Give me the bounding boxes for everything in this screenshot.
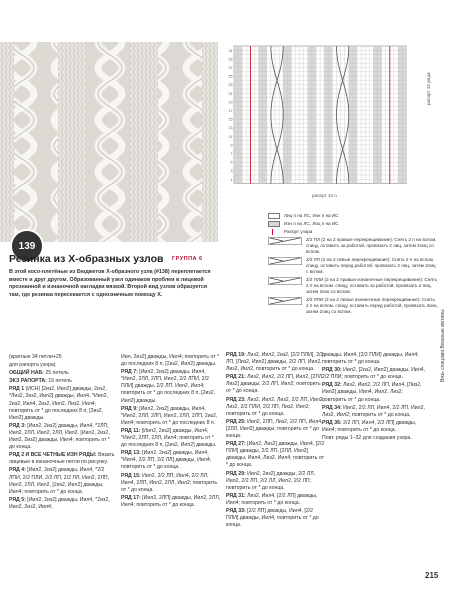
instructions-column-3 [226, 352, 326, 530]
row-text: 15 петель [46, 378, 72, 385]
row-number-label: 7 [230, 152, 233, 156]
row-text: Иил, 2из2] дважды, Иил4; повторить от * до последних 8 п, [2из2, Иил2] дважды. [121, 354, 220, 368]
row-label: РЯД 32: [322, 382, 342, 389]
instruction-row [322, 420, 428, 434]
instruction-row [9, 452, 117, 466]
purl-symbol-icon [268, 221, 280, 227]
legend-entry [268, 221, 438, 227]
legend-text: Изн п на ЛС, Лиц п на ИС [284, 221, 339, 226]
chart-grid [234, 46, 406, 184]
row-text: Иил2, 2ЛП, Лиз2, 2/2 ЛП, Иил4, [2ЛЛ, Иил2] дважды; повторить от * до конца. [226, 418, 323, 440]
row-label: РЯД 21: [226, 374, 246, 381]
row-text: Лиз2, Иил4, [2/2 ЛП] дважды, Иил4; повторить от * до конца. [226, 492, 318, 506]
row-number-label: 9 [230, 143, 233, 148]
row-label: РЯД 15: [121, 472, 141, 479]
row-number-label: 29 [228, 57, 233, 62]
legend-text: 2/2 ПЛ (2 на 2 правые перекрещивание): Снять 2 п на вспом. спицу, оставить за работой, провязать 2 лиц, затем 2лиц со вспом. [306, 237, 437, 254]
row-text: дважды, Иил4, [2/2 ПЛИ] дважды, Иил4; повторить от * до конца. [322, 352, 419, 366]
instruction-row [9, 354, 117, 361]
row-label: РЯД 29: [226, 470, 246, 477]
rows-repeat-label: рапорт 32 ряда [426, 72, 431, 105]
row-text: 2/2 ЛП, Иил4, 2/2 ЛП] дважды, Иил4; повторить от * до конца. [322, 419, 417, 433]
legend-text: Рапорт узора [284, 229, 313, 234]
chart-legend [268, 213, 438, 317]
row-text: Иил2, [2из2, Иил2] дважды, Иил4, 2/2 ПЛИ; повторить от * до конца. [322, 367, 426, 381]
row-text: Лиз2, Иил2, Лиз2, 2/2 ЛП, Иил2, Лиз2, 2/2 ПЛИ, 2/2 ЛП, Лиз2, Иил2; повторить от * до конца. [226, 396, 325, 417]
row-text: [Иил2, 2из2] дважды, Иил4, *2ЛП, Иил2, 2ЛЛ, Иил2, 2ЛЛ, Иил2, [Иил2, 2из2, Иил2, 2из2] дважды, Иил4; повторить от * до конца. [9, 422, 110, 451]
instruction-row [226, 374, 326, 395]
row-number-label: 13 [228, 126, 233, 131]
instruction-row [226, 397, 326, 418]
row-label: РЯД 31: [226, 492, 246, 499]
legend-entry [268, 229, 438, 235]
side-running-title: Вязь спицами.Вязаные мотивы [440, 309, 446, 382]
row-text: [Иил2, 2из2] дважды, Иил4, *2из2, Иил2, 2из2, Иил4; [9, 496, 110, 510]
row-label: РЯД 11: [121, 427, 141, 434]
row-text: (кратные 34 петли+25 [9, 354, 62, 360]
instruction-row [226, 471, 326, 492]
row-number-label: 17 [228, 109, 233, 113]
row-label: ЭКЗ РАПОРТА: [9, 378, 47, 385]
instruction-row [121, 473, 221, 494]
row-text: Иил2, 2/2 ЛЛ, Иил4, 2/2 ЛП, Иил2, Лиз2, Иил2; повторить от * до конца. [322, 404, 425, 418]
row-label: РЯД 34: [322, 404, 342, 411]
row-number-label: 3 [230, 169, 233, 174]
instruction-row [226, 508, 326, 529]
row-text: [Иил2, 2из2] дважды, Иил4, *Иил2, 2ЛП, 2ЛЛ, Иил4; повторить от * до последних 8 п, [2из2, Иил2] дважды. [121, 427, 217, 449]
instruction-row [226, 419, 326, 440]
row-label: РЯД 3: [9, 422, 26, 429]
instruction-row [9, 423, 117, 451]
row-label: РЯД 30: [322, 367, 342, 374]
row-label: РЯД 33: [226, 507, 246, 514]
pattern-intro: В этой косо-плетёные из Бюджетов Х-образного узла (#138) переплетается вместе и друг другом. Образованный узел одинаков проблеи в лицевой прознанной и изнаночной нагладки вязкой. Второй вид узлов образуется там, где резинка пересекается с однозначным помощу Х. [9, 269, 211, 298]
cable-symbol-icon [268, 297, 302, 305]
stitch-repeat-label: рапорт 34 п [312, 193, 337, 198]
row-text: 25 петель [43, 370, 69, 377]
instruction-row [121, 406, 221, 427]
row-label: РЯД 13: [121, 450, 141, 457]
sample-photo [0, 42, 218, 242]
row-label: РЯД 25: [226, 418, 246, 425]
row-label: РЯД 1 [9, 386, 25, 393]
row-text: Иил2, 2из2] дважды, 2/2 ЛЛ, Иил2, 2/2 ЛП, 2/2 ЛЛ, Иил2, 2/2 ЛП; повторить от * до конца. [226, 470, 316, 491]
row-text: [Иил2, 2ЛП] дважды, Иил2, 2ЛЛ, Иил4; повторить от * до конца. [121, 494, 221, 508]
row-number-label: 27 [228, 66, 233, 70]
row-label: РЯД 2 И ВСЕ ЧЕТНЫЕ ИЗН РЯДЫ: [9, 452, 97, 459]
instruction-row [9, 378, 117, 385]
legend-entry [268, 237, 438, 255]
legend-text: 2/2 ЛП (2 на 2 левые перекрещивание): Снять 2 п на вспом. спицу, оставить перед работой, провязать 2 лиц, затем 2лиц с вспом. [306, 257, 436, 274]
row-label: РЯД 4: [9, 467, 26, 474]
row-number-label: 23 [228, 83, 233, 88]
row-number-label: 21 [228, 91, 233, 96]
instruction-row [9, 386, 117, 421]
row-text: Вязать лицевые в изнаночные петли по рисунку. [9, 452, 115, 466]
knitting-chart [226, 42, 422, 192]
row-label: РЯД 17: [121, 494, 141, 501]
row-label: РЯД 5: [9, 496, 26, 503]
instructions-column-1 [9, 354, 117, 512]
legend-entry [268, 213, 438, 219]
legend-entry [268, 277, 438, 295]
instruction-row [121, 495, 221, 509]
row-number-label: 25 [228, 74, 233, 79]
row-label: РЯД 19: [226, 352, 246, 358]
row-number-label: 31 [228, 48, 233, 53]
row-text: [Иил2, 2из2] дважды, Иил4, *2/2 ЛПИ, 2/2 ПЛИ, 2/2 ЛП, 2/2 ЛЛ, Иил2, 2ЛП, Иил2, 2ЛЛ, Иил2, [2из2, Иил2] дважды, Иил4; повторить от * до конца. [9, 467, 110, 495]
row-number-label: 1 [230, 177, 233, 182]
row-number-label: 5 [230, 160, 233, 165]
instruction-row [9, 370, 117, 377]
legend-text: 2/2 ПЛИ (2 на 2 правые изнаночные перекрещивание): Снять 2 п на вспом. спицу, оставить за работой, провязать 2 лиц, затем 2изн со вспом. [306, 277, 438, 294]
instruction-row [226, 493, 326, 507]
row-label: ОБЩИЙ НАБ: [9, 370, 44, 377]
row-text: [Иил2, 2из2] дважды, Иил4, *Иил2, 2ЛЛ, 2ЛП, Иил2, 2/2 ЛПИ, 2/2 ПЛИ] дважды, 2/2 ЛП, Иил2, Иил4; повторить от * до последних 8 п, [2из2, Иил2] дважды. [121, 369, 216, 404]
row-text: [Иил2, 2из2] дважды, Иил4, *Иил2, 2ЛЛ, 2ЛП, Иил2, 2ЛЛ, 2ЛП, 2из2, Иил4; повторить от * до последних 8 п. [121, 405, 218, 426]
instruction-row [226, 441, 326, 469]
row-number-label: 19 [228, 100, 233, 105]
instructions-column-2 [121, 354, 221, 510]
row-text: [Иил2, 2из2] дважды, Иил4, *Иил4, 2/2 ЛП, 2/2 ЛЛ] дважды, Иил4; повторить от * до конца. [121, 450, 212, 471]
row-text: [2/2 ЛП] дважды, Иил4, [2/2 ПЛИ] дважды, Иил4, повторить от * до конца. [226, 507, 319, 529]
row-label: РЯД 36: [322, 419, 342, 426]
legend-entry [268, 297, 438, 315]
instruction-row [9, 362, 117, 369]
instruction-row [121, 428, 221, 449]
row-text: для рапорта узора) [9, 362, 56, 369]
row-number-label: 15 [228, 117, 233, 122]
cable-symbol-icon [268, 257, 302, 265]
pattern-number-badge: 139 [10, 229, 44, 263]
instruction-row [322, 405, 428, 419]
row-text: Повт. ряды 1–32 для создания узора. [322, 435, 412, 442]
pattern-title: Резинка из Х-образных узлов [9, 253, 164, 265]
cable-symbol-icon [268, 237, 302, 245]
instruction-row [226, 352, 326, 373]
row-text: (ИСН) [2из2, Иил2] дважды, 2из2, *Лиз2, 2из2, Иил2] дважды, Иил4, *Иил2, 2из2, Иил4, 2из2, Иил2, Лиз2, Иил4; повторить от * до последних 8 п, [2из2, Иил2] дважды. [9, 386, 108, 421]
instruction-row [322, 367, 428, 381]
instruction-row [9, 467, 117, 495]
repeat-line-icon [272, 229, 278, 235]
instruction-row [121, 450, 221, 471]
knit-symbol-icon [268, 213, 280, 219]
row-text: Иил2, 2/2 ЛП, Иил4, 2/2 ЛЛ, Иил4, 2ЛП, Иил2, 2ЛЛ, Иил2; повторить от * до конца. [121, 472, 218, 493]
instruction-row [9, 497, 117, 511]
instruction-row [322, 435, 428, 442]
legend-text: 2/2 ЛПИ (2 на 2 левые изнаночные перекрещивание): Снять 2 п на вспом. спицу, оставить перед работой, провязать 2изн, затем 2лиц со вспом. [306, 297, 438, 314]
page-number: 215 [425, 571, 439, 580]
row-label: РЯД 9: [121, 405, 138, 412]
instruction-row [121, 369, 221, 404]
row-label: РЯД 7: [121, 369, 138, 376]
knit-texture-image [0, 42, 218, 242]
row-text: Лиз2, Иил2, 2/2 ЛП, Иил4, [Лиз2, Иил2] дважды, Иил4, Иил2, Лиз2; повторить от * до конца. [322, 382, 422, 403]
cable-symbol-icon [268, 277, 302, 285]
instruction-row [121, 354, 221, 368]
legend-text: Лиц п на ЛС, Изн п на ИС [284, 213, 339, 218]
row-text: Лиз2, Иил2, 2/2 ЛП, Иил2, [2ЛЛ, Лиз2] дважды, 2/2 ЛП, Иил2; повторить от * до конца. [226, 374, 324, 395]
instruction-row [322, 382, 428, 403]
row-text: Лиз2, Иил2, 2из2, [2/2 ПЛИ], 2/2 ЛП, [Лиз2, Иил2] дважды, 2/2 ЛП, Иил2, Лиз2, Иил2, повторить от * до конца. [226, 352, 324, 373]
row-number-label: 11 [228, 134, 233, 139]
difficulty-group: ГРУППА 6 [172, 256, 203, 262]
instruction-row [322, 352, 428, 366]
row-label: РЯД 27: [226, 441, 246, 448]
row-label: РЯД 23: [226, 396, 246, 403]
row-text: [Иил2, Лиз2] дважды, Иил4, [2/2 ПЛИ] дважды, 2/2 ЛП, [2ЛЛ, Иил2] дважды, Иил4, Лиз2, Иил4; повторить от * до конца. [226, 441, 325, 469]
legend-entry [268, 257, 438, 275]
instructions-column-4 [322, 352, 428, 443]
